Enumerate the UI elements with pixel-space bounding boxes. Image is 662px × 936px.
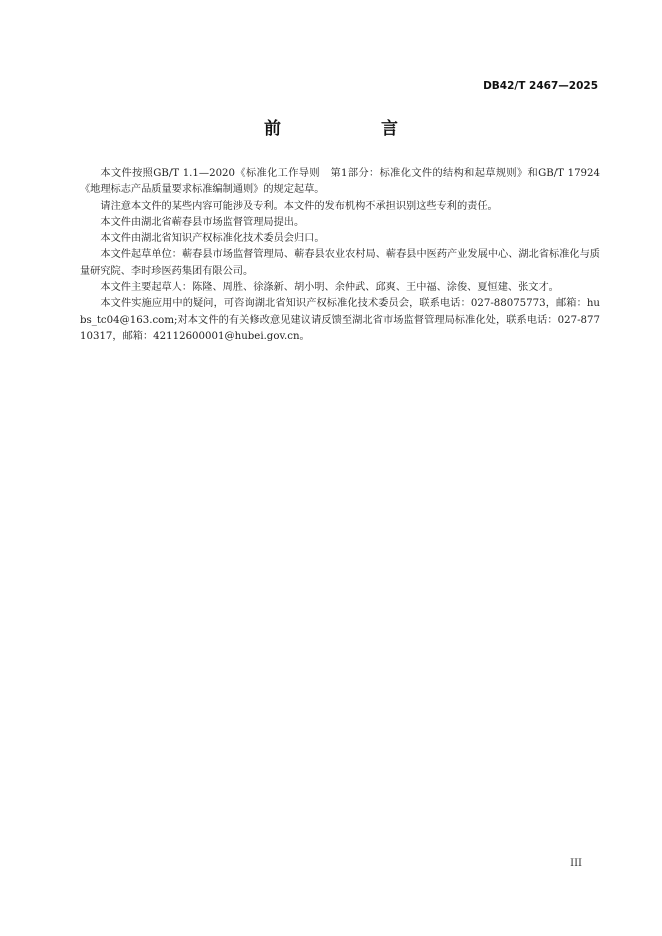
paragraph-proposer: 本文件由湖北省蕲春县市场监督管理局提出。 [100, 216, 305, 228]
page-number: III [570, 858, 582, 869]
paragraph-drafting-basis: 本文件按照GB/T 1.1—2020《标准化工作导则 第1部分：标准化文件的结构和起草规则》和GB/T 17924《地理标志产品质量要求标准编制通则》的规定起草。 [80, 168, 600, 196]
paragraph-drafters: 本文件主要起草人：陈隆、周胜、徐涤新、胡小明、余仲武、邱爽、王中福、涂俊、夏恒建、张文才。 [100, 282, 559, 294]
paragraph-contact: 本文件实施应用中的疑问，可咨询湖北省知识产权标准化技术委员会，联系电话：027-88075773，邮箱：hubs_tc04@163.com;对本文件的有关修改意见建议请反馈至湖北省市场监督管理局标准化处，联系电话：027-87710317，邮箱：42112600001@hubei.gov.cn。 [80, 298, 600, 342]
foreword-body [80, 166, 600, 345]
page-title: 前 言 [264, 119, 420, 139]
paragraph-administrator: 本文件由湖北省知识产权标准化技术委员会归口。 [100, 233, 325, 245]
document-code: DB42/T 2467—2025 [483, 80, 598, 92]
paragraph-patent-notice: 请注意本文件的某些内容可能涉及专利。本文件的发布机构不承担识别这些专利的责任。 [100, 200, 498, 212]
paragraph-drafting-units: 本文件起草单位：蕲春县市场监督管理局、蕲春县农业农村局、蕲春县中医药产业发展中心、湖北省标准化与质量研究院、李时珍医药集团有限公司。 [80, 249, 600, 277]
